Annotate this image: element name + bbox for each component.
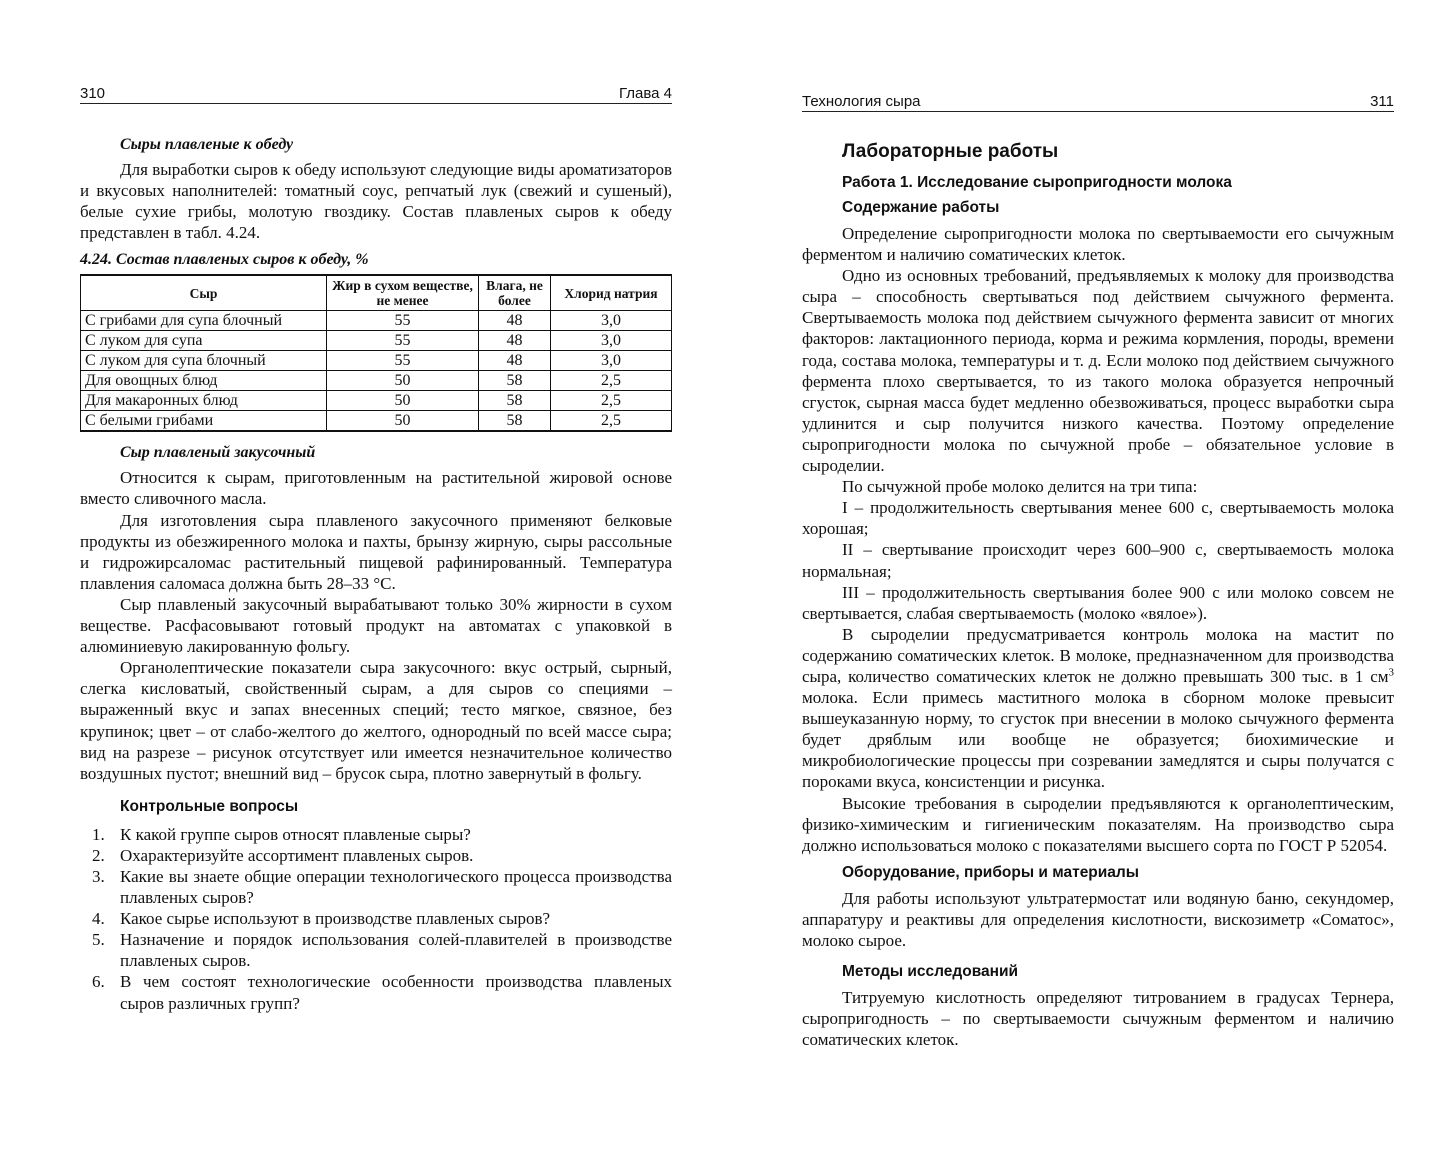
- list-item: [80, 929, 672, 971]
- page-number-right: 311: [1370, 93, 1394, 110]
- left-page-content: [80, 132, 672, 1014]
- paragraph: [802, 624, 1394, 793]
- table-row: [81, 311, 672, 331]
- list-item: [80, 824, 672, 845]
- table-cell: Для макаронных блюд: [81, 391, 327, 411]
- table-cell: 3,0: [551, 351, 672, 371]
- table-cell: 58: [479, 391, 551, 411]
- paragraph: II – свертывание происходит через 600–900 с, свертываемость молока нормальная;: [802, 540, 1394, 581]
- question-number: 6.: [92, 972, 105, 992]
- question-text: Охарактеризуйте ассортимент плавленых сыров.: [120, 845, 474, 865]
- question-text: К какой группе сыров относят плавленые сыры?: [120, 824, 471, 844]
- list-item: [80, 866, 672, 908]
- paragraph: Титруемую кислотность определяют титрованием в градусах Тернера, сыропригодность – по свертываемости сычужным ферментом и наличию соматических клеток.: [802, 988, 1394, 1050]
- lab-works-heading: Лабораторные работы: [842, 141, 1059, 162]
- paragraph: Для выработки сыров к обеду используют следующие виды ароматизаторов и вкусовых наполнителей: томатный соус, репчатый лук (свежий и сушеный), белые сухие грибы, молотую гвоздику. Состав плавленых сыров к обеду представлен в табл. 4.24.: [80, 160, 672, 243]
- table-header-cell: Сыр: [81, 275, 327, 311]
- table-cell: 55: [327, 351, 479, 371]
- paragraph: Определение сыропригодности молока по свертываемости его сычужным ферментом и наличию соматических клеток.: [802, 224, 1394, 265]
- running-head-right: [802, 88, 1394, 112]
- table-caption: 4.24. Состав плавленых сыров к обеду, %: [80, 251, 369, 269]
- table-cell: 2,5: [551, 371, 672, 391]
- question-number: 2.: [92, 845, 105, 865]
- questions-list: [80, 824, 672, 1014]
- table-header-cell: Влага, не более: [479, 275, 551, 311]
- chapter-title: Глава 4: [618, 85, 672, 102]
- paragraph: III – продолжительность свертывания более 900 с или молоко совсем не свертывается, слабая свертываемость (молоко «вялое»).: [802, 582, 1394, 623]
- content-heading: Содержание работы: [842, 199, 1000, 216]
- page-number-left: 310: [80, 85, 106, 102]
- table-cell: 58: [479, 411, 551, 432]
- table-row: [81, 371, 672, 391]
- table-row: [81, 411, 672, 432]
- table-header-cell: Хлорид натрия: [551, 275, 672, 311]
- running-head-left: [80, 80, 672, 104]
- table-cell: 50: [327, 391, 479, 411]
- work-title: Работа 1. Исследование сыропригодности молока: [842, 174, 1232, 191]
- right-page: [802, 0, 1394, 1154]
- paragraph: Для работы используют ультратермостат или водяную баню, секундомер, аппаратуру и реактивы для определения кислотности, вискозиметр «Соматос», молоко сырое.: [802, 888, 1394, 950]
- question-number: 4.: [92, 909, 105, 929]
- question-text: Какое сырье используют в производстве плавленых сыров?: [120, 909, 551, 929]
- text-run: В сыроделии предусматривается контроль молока на мастит по содержанию соматических клеток. В молоке, предназначенном для производства сыра, количество соматических клеток не должно превышать 300 тыс. в 1 см: [802, 624, 1394, 686]
- table-row: [81, 351, 672, 371]
- section-title-lunch-cheese: Сыры плавленые к обеду: [120, 136, 294, 153]
- equipment-heading: Оборудование, приборы и материалы: [842, 863, 1140, 881]
- table-cell: 48: [479, 351, 551, 371]
- paragraph: Одно из основных требований, предъявляемых к молоку для производства сыра – способность свертываться под действием сычужного фермента. Свертываемость молока под действием сычужного фермента зависит от многих факторов: лактационного периода, корма и режима кормления, породы, времени года, состава молока, температуры и т. д. Если молоко под действием сычужного фермента плохо свертывается, то из такого молока образуется непрочный сгусток, сырная масса будет медленно обезвоживаться, процесс выработки сыра удлинится и сыр получится низкого качества. Поэтому определение сыропригодности молока по сычужной пробе – обязательное условие в сыроделии.: [802, 266, 1394, 476]
- table-cell: 55: [327, 311, 479, 331]
- table-cell: 2,5: [551, 411, 672, 432]
- table-cell: 50: [327, 411, 479, 432]
- question-text: Назначение и порядок использования солей-плавителей в производстве плавленых сыров.: [120, 930, 672, 971]
- table-cell: 3,0: [551, 311, 672, 331]
- question-number: 1.: [92, 824, 105, 844]
- table-cell: 55: [327, 331, 479, 351]
- superscript: 3: [1388, 666, 1394, 679]
- paragraph: Для изготовления сыра плавленого закусочного применяют белковые продукты из обезжиренного молока и пахты, брынзу жирную, сыры рассольные и гидрожирсаломас растительный пищевой рафинированный. Температура плавления саломаса должна быть 28–33 °С.: [80, 510, 672, 593]
- table-header-row: [81, 275, 672, 311]
- text-run: молока. Если примесь маститного молока в сборном молоке превысит вышеуказанную норму, то сгусток при внесении в молоко сычужного фермента будет дряблым или вообще не образуется; биохимические и микробиологические процессы при созревании замедлятся и сыры получатся с пороками вкуса, консистенции и рисунка.: [802, 688, 1394, 792]
- section-running-title: Технология сыра: [802, 93, 921, 110]
- methods-heading: Методы исследований: [842, 963, 1019, 981]
- table-cell: Для овощных блюд: [81, 371, 327, 391]
- table-cell: 48: [479, 331, 551, 351]
- right-page-content: [802, 141, 1394, 1050]
- table-cell: С луком для супа блочный: [81, 351, 327, 371]
- composition-table: [80, 274, 672, 432]
- table-cell: 48: [479, 311, 551, 331]
- table-cell: 2,5: [551, 391, 672, 411]
- table-cell: С луком для супа: [81, 331, 327, 351]
- paragraph: Относится к сырам, приготовленным на растительной жировой основе вместо сливочного масла.: [80, 468, 672, 509]
- paragraph: По сычужной пробе молоко делится на три типа:: [842, 477, 1198, 497]
- table-cell: 3,0: [551, 331, 672, 351]
- left-page: [80, 0, 672, 1154]
- table-row: [81, 331, 672, 351]
- table-header-cell: Жир в сухом веществе, не менее: [327, 275, 479, 311]
- paragraph: Сыр плавленый закусочный вырабатывают только 30% жирности в сухом веществе. Расфасовывают готовый продукт на автоматах с упаковкой в алюминиевую лакированную фольгу.: [80, 594, 672, 657]
- question-text: Какие вы знаете общие операции технологического процесса производства плавленых сыров?: [120, 866, 672, 908]
- table-cell: С белыми грибами: [81, 411, 327, 432]
- list-item: [80, 845, 672, 866]
- paragraph: Органолептические показатели сыра закусочного: вкус острый, сырный, слегка кисловатый, свойственный сырам, а для сыров со специями – выраженный вкус и запах внесенных специй; тесто мягкое, связное, без крупинок; цвет – от слабо-желтого до желтого, однородный по всей массе сыра; вид на разрезе – рисунок отсутствует или имеется незначительное количество воздушных пустот; внешний вид – брусок сыра, плотно завернутый в фольгу.: [80, 658, 672, 783]
- table-cell: 58: [479, 371, 551, 391]
- question-number: 5.: [92, 930, 105, 950]
- section-title-snack-cheese: Сыр плавленый закусочный: [120, 444, 316, 462]
- paragraph: I – продолжительность свертывания менее 600 с, свертываемость молока хорошая;: [802, 498, 1394, 539]
- list-item: [80, 908, 672, 929]
- question-number: 3.: [92, 866, 105, 886]
- paragraph: Высокие требования в сыроделии предъявляются к органолептическим, физико-химическим и гигиеническим показателям. На производство сыра должно использоваться молоко с показателями высшего сорта по ГОСТ Р 52054.: [802, 793, 1394, 855]
- table-cell: С грибами для супа блочный: [81, 311, 327, 331]
- table-row: [81, 391, 672, 411]
- question-text: В чем состоят технологические особенности производства плавленых сыров различных групп?: [120, 972, 672, 1013]
- table-cell: 50: [327, 371, 479, 391]
- list-item: [80, 971, 672, 1013]
- questions-heading: Контрольные вопросы: [120, 797, 299, 815]
